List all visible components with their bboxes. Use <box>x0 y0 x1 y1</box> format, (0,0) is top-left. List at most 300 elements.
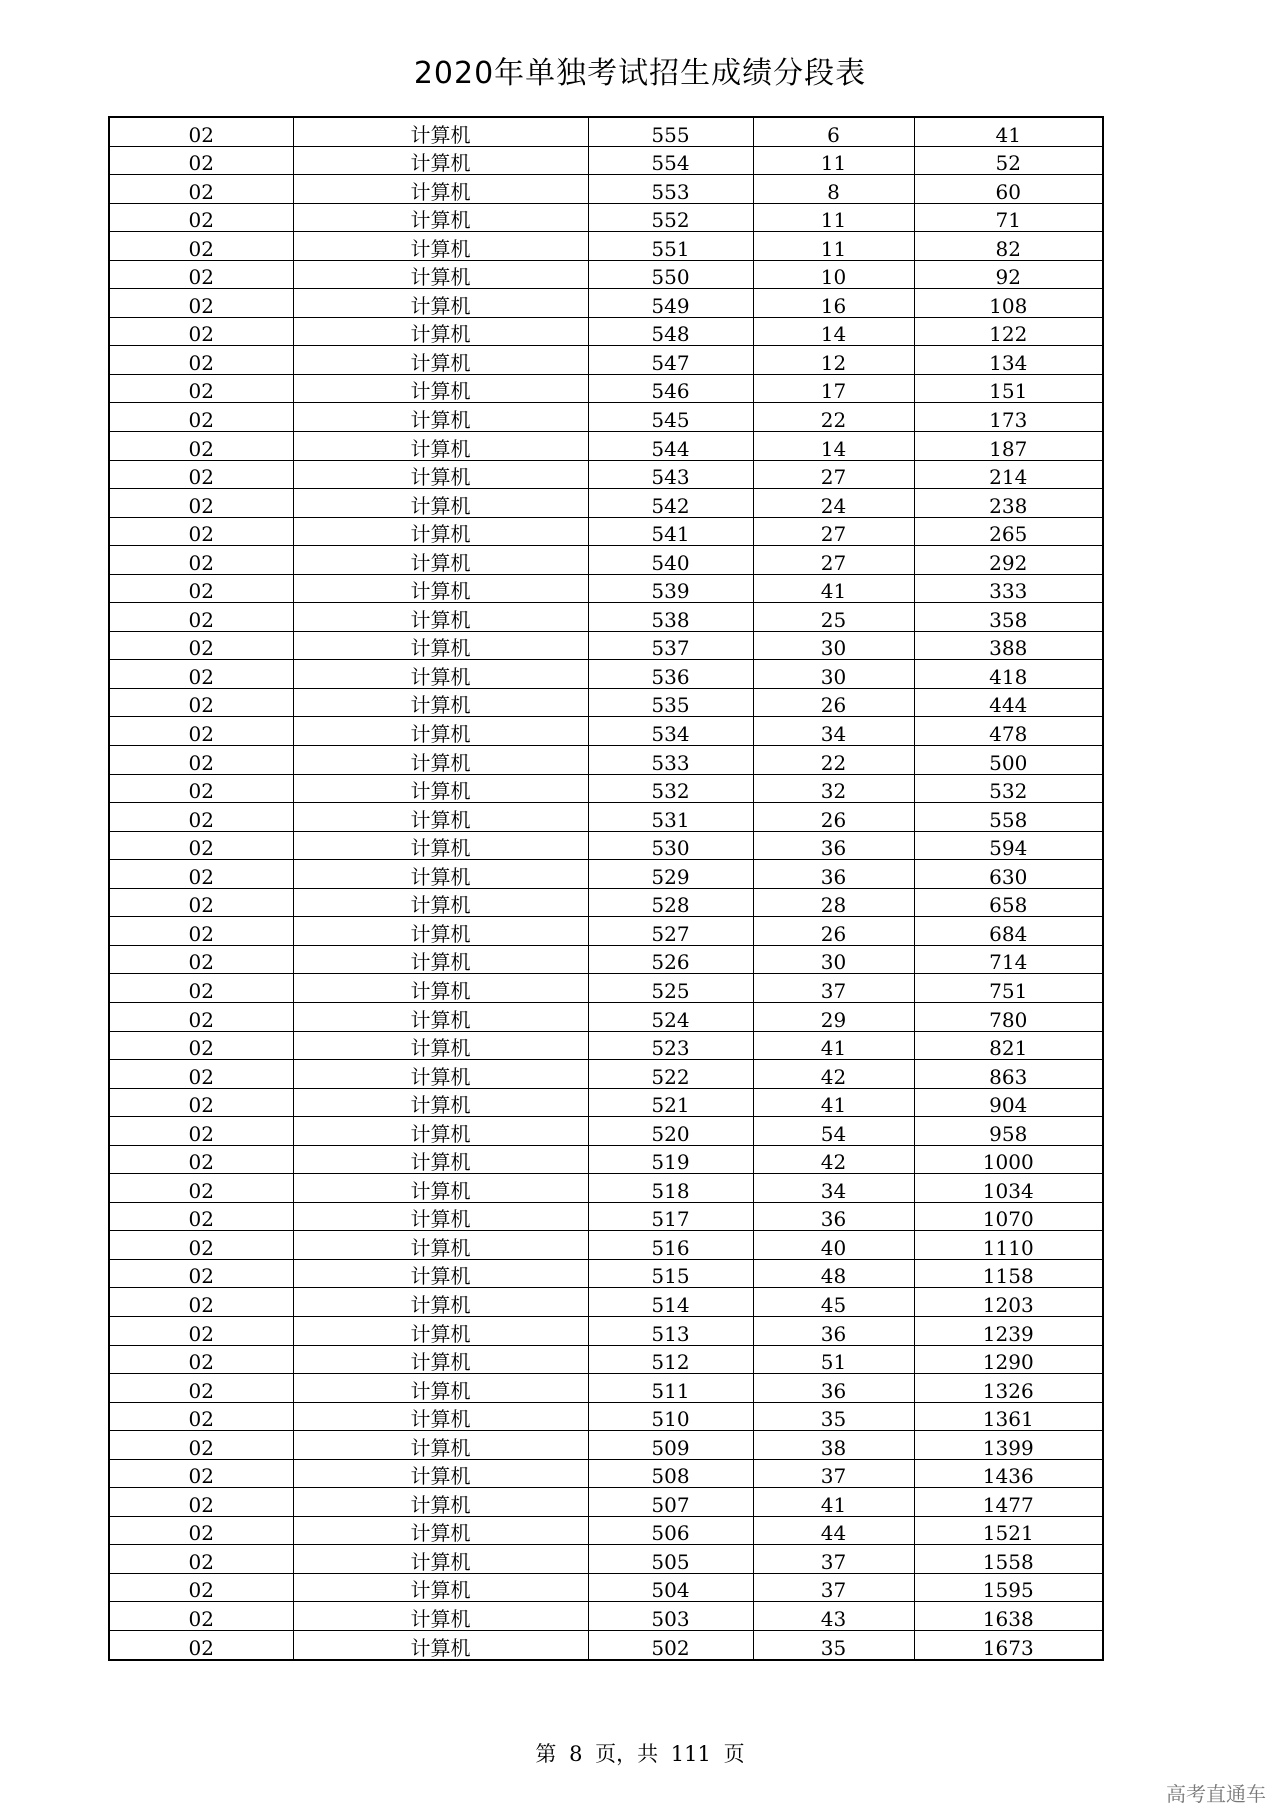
count-cell: 36 <box>753 860 914 889</box>
score-cell: 516 <box>588 1231 753 1260</box>
table-row <box>109 175 1103 204</box>
category-code-cell: 02 <box>109 1031 293 1060</box>
cumulative-count-cell: 1521 <box>914 1516 1103 1545</box>
subject-cell: 计算机 <box>293 860 588 889</box>
category-code-cell: 02 <box>109 260 293 289</box>
score-cell: 522 <box>588 1060 753 1089</box>
count-cell: 11 <box>753 203 914 232</box>
table-row <box>109 831 1103 860</box>
score-cell: 524 <box>588 1002 753 1031</box>
table-row <box>109 717 1103 746</box>
count-cell: 16 <box>753 289 914 318</box>
score-cell: 510 <box>588 1402 753 1431</box>
category-code-cell: 02 <box>109 1316 293 1345</box>
subject-cell: 计算机 <box>293 1145 588 1174</box>
count-cell: 32 <box>753 774 914 803</box>
subject-cell: 计算机 <box>293 574 588 603</box>
table-row <box>109 517 1103 546</box>
watermark: 高考直通车 <box>1166 1782 1266 1806</box>
subject-cell: 计算机 <box>293 260 588 289</box>
subject-cell: 计算机 <box>293 117 588 146</box>
category-code-cell: 02 <box>109 460 293 489</box>
category-code-cell: 02 <box>109 603 293 632</box>
count-cell: 26 <box>753 688 914 717</box>
cumulative-count-cell: 904 <box>914 1088 1103 1117</box>
subject-cell: 计算机 <box>293 831 588 860</box>
table-row <box>109 746 1103 775</box>
table-row <box>109 774 1103 803</box>
score-cell: 536 <box>588 660 753 689</box>
table-row <box>109 974 1103 1003</box>
score-cell: 551 <box>588 232 753 261</box>
table-row <box>109 1316 1103 1345</box>
subject-cell: 计算机 <box>293 1031 588 1060</box>
table-row <box>109 603 1103 632</box>
subject-cell: 计算机 <box>293 1259 588 1288</box>
count-cell: 41 <box>753 574 914 603</box>
cumulative-count-cell: 1070 <box>914 1202 1103 1231</box>
score-cell: 550 <box>588 260 753 289</box>
category-code-cell: 02 <box>109 1431 293 1460</box>
count-cell: 37 <box>753 974 914 1003</box>
score-cell: 547 <box>588 346 753 375</box>
subject-cell: 计算机 <box>293 1002 588 1031</box>
score-cell: 533 <box>588 746 753 775</box>
subject-cell: 计算机 <box>293 1117 588 1146</box>
cumulative-count-cell: 1158 <box>914 1259 1103 1288</box>
count-cell: 26 <box>753 917 914 946</box>
subject-cell: 计算机 <box>293 1231 588 1260</box>
score-cell: 541 <box>588 517 753 546</box>
score-cell: 505 <box>588 1545 753 1574</box>
cumulative-count-cell: 108 <box>914 289 1103 318</box>
count-cell: 34 <box>753 1174 914 1203</box>
subject-cell: 计算机 <box>293 1345 588 1374</box>
category-code-cell: 02 <box>109 1202 293 1231</box>
cumulative-count-cell: 821 <box>914 1031 1103 1060</box>
category-code-cell: 02 <box>109 1602 293 1631</box>
score-table <box>108 116 1104 1661</box>
count-cell: 41 <box>753 1031 914 1060</box>
subject-cell: 计算机 <box>293 660 588 689</box>
table-row <box>109 432 1103 461</box>
table-row <box>109 1117 1103 1146</box>
cumulative-count-cell: 751 <box>914 974 1103 1003</box>
subject-cell: 计算机 <box>293 346 588 375</box>
category-code-cell: 02 <box>109 1630 293 1659</box>
table-row <box>109 1031 1103 1060</box>
cumulative-count-cell: 780 <box>914 1002 1103 1031</box>
count-cell: 36 <box>753 1374 914 1403</box>
score-cell: 542 <box>588 489 753 518</box>
category-code-cell: 02 <box>109 660 293 689</box>
cumulative-count-cell: 238 <box>914 489 1103 518</box>
category-code-cell: 02 <box>109 489 293 518</box>
category-code-cell: 02 <box>109 631 293 660</box>
score-cell: 546 <box>588 374 753 403</box>
table-row <box>109 860 1103 889</box>
score-cell: 520 <box>588 1117 753 1146</box>
count-cell: 11 <box>753 146 914 175</box>
subject-cell: 计算机 <box>293 374 588 403</box>
score-cell: 530 <box>588 831 753 860</box>
count-cell: 10 <box>753 260 914 289</box>
subject-cell: 计算机 <box>293 203 588 232</box>
category-code-cell: 02 <box>109 717 293 746</box>
score-cell: 507 <box>588 1488 753 1517</box>
page-footer: 第 8 页，共 111 页 <box>535 1742 745 1766</box>
cumulative-count-cell: 214 <box>914 460 1103 489</box>
category-code-cell: 02 <box>109 803 293 832</box>
cumulative-count-cell: 500 <box>914 746 1103 775</box>
subject-cell: 计算机 <box>293 1488 588 1517</box>
count-cell: 27 <box>753 517 914 546</box>
score-cell: 554 <box>588 146 753 175</box>
category-code-cell: 02 <box>109 917 293 946</box>
table-row <box>109 203 1103 232</box>
category-code-cell: 02 <box>109 1088 293 1117</box>
cumulative-count-cell: 1239 <box>914 1316 1103 1345</box>
cumulative-count-cell: 265 <box>914 517 1103 546</box>
table-row <box>109 803 1103 832</box>
category-code-cell: 02 <box>109 1516 293 1545</box>
category-code-cell: 02 <box>109 403 293 432</box>
table-row <box>109 117 1103 146</box>
cumulative-count-cell: 173 <box>914 403 1103 432</box>
cumulative-count-cell: 532 <box>914 774 1103 803</box>
category-code-cell: 02 <box>109 888 293 917</box>
subject-cell: 计算机 <box>293 688 588 717</box>
count-cell: 12 <box>753 346 914 375</box>
table-row <box>109 346 1103 375</box>
table-row <box>109 1402 1103 1431</box>
cumulative-count-cell: 1361 <box>914 1402 1103 1431</box>
score-cell: 538 <box>588 603 753 632</box>
table-row <box>109 146 1103 175</box>
cumulative-count-cell: 1477 <box>914 1488 1103 1517</box>
subject-cell: 计算机 <box>293 403 588 432</box>
table-row <box>109 574 1103 603</box>
table-row <box>109 403 1103 432</box>
subject-cell: 计算机 <box>293 1602 588 1631</box>
count-cell: 30 <box>753 660 914 689</box>
score-cell: 545 <box>588 403 753 432</box>
count-cell: 42 <box>753 1060 914 1089</box>
cumulative-count-cell: 1595 <box>914 1573 1103 1602</box>
category-code-cell: 02 <box>109 860 293 889</box>
subject-cell: 计算机 <box>293 1088 588 1117</box>
score-cell: 552 <box>588 203 753 232</box>
category-code-cell: 02 <box>109 546 293 575</box>
count-cell: 30 <box>753 945 914 974</box>
score-cell: 512 <box>588 1345 753 1374</box>
cumulative-count-cell: 630 <box>914 860 1103 889</box>
category-code-cell: 02 <box>109 831 293 860</box>
cumulative-count-cell: 187 <box>914 432 1103 461</box>
count-cell: 22 <box>753 403 914 432</box>
count-cell: 35 <box>753 1630 914 1659</box>
count-cell: 8 <box>753 175 914 204</box>
count-cell: 34 <box>753 717 914 746</box>
subject-cell: 计算机 <box>293 1630 588 1659</box>
score-cell: 514 <box>588 1288 753 1317</box>
score-cell: 529 <box>588 860 753 889</box>
count-cell: 51 <box>753 1345 914 1374</box>
score-cell: 540 <box>588 546 753 575</box>
category-code-cell: 02 <box>109 1374 293 1403</box>
cumulative-count-cell: 41 <box>914 117 1103 146</box>
score-cell: 508 <box>588 1459 753 1488</box>
count-cell: 11 <box>753 232 914 261</box>
table-row <box>109 460 1103 489</box>
category-code-cell: 02 <box>109 1288 293 1317</box>
cumulative-count-cell: 478 <box>914 717 1103 746</box>
table-row <box>109 1431 1103 1460</box>
cumulative-count-cell: 684 <box>914 917 1103 946</box>
score-cell: 525 <box>588 974 753 1003</box>
table-row <box>109 1060 1103 1089</box>
score-cell: 539 <box>588 574 753 603</box>
table-row <box>109 1459 1103 1488</box>
cumulative-count-cell: 418 <box>914 660 1103 689</box>
category-code-cell: 02 <box>109 1174 293 1203</box>
cumulative-count-cell: 1558 <box>914 1545 1103 1574</box>
score-cell: 504 <box>588 1573 753 1602</box>
cumulative-count-cell: 71 <box>914 203 1103 232</box>
score-cell: 519 <box>588 1145 753 1174</box>
count-cell: 26 <box>753 803 914 832</box>
cumulative-count-cell: 388 <box>914 631 1103 660</box>
table-row <box>109 1288 1103 1317</box>
category-code-cell: 02 <box>109 1345 293 1374</box>
subject-cell: 计算机 <box>293 1431 588 1460</box>
subject-cell: 计算机 <box>293 945 588 974</box>
category-code-cell: 02 <box>109 774 293 803</box>
count-cell: 37 <box>753 1459 914 1488</box>
subject-cell: 计算机 <box>293 1459 588 1488</box>
subject-cell: 计算机 <box>293 1402 588 1431</box>
category-code-cell: 02 <box>109 1145 293 1174</box>
cumulative-count-cell: 52 <box>914 146 1103 175</box>
cumulative-count-cell: 358 <box>914 603 1103 632</box>
count-cell: 41 <box>753 1088 914 1117</box>
cumulative-count-cell: 151 <box>914 374 1103 403</box>
subject-cell: 计算机 <box>293 974 588 1003</box>
cumulative-count-cell: 333 <box>914 574 1103 603</box>
count-cell: 27 <box>753 460 914 489</box>
table-row <box>109 1259 1103 1288</box>
category-code-cell: 02 <box>109 1545 293 1574</box>
cumulative-count-cell: 1290 <box>914 1345 1103 1374</box>
count-cell: 44 <box>753 1516 914 1545</box>
score-cell: 527 <box>588 917 753 946</box>
count-cell: 29 <box>753 1002 914 1031</box>
count-cell: 25 <box>753 603 914 632</box>
category-code-cell: 02 <box>109 1117 293 1146</box>
score-cell: 549 <box>588 289 753 318</box>
score-cell: 503 <box>588 1602 753 1631</box>
subject-cell: 计算机 <box>293 803 588 832</box>
table-row <box>109 546 1103 575</box>
score-cell: 537 <box>588 631 753 660</box>
table-row <box>109 1231 1103 1260</box>
count-cell: 27 <box>753 546 914 575</box>
count-cell: 35 <box>753 1402 914 1431</box>
category-code-cell: 02 <box>109 1573 293 1602</box>
category-code-cell: 02 <box>109 1060 293 1089</box>
score-cell: 543 <box>588 460 753 489</box>
table-row <box>109 1516 1103 1545</box>
cumulative-count-cell: 444 <box>914 688 1103 717</box>
score-cell: 553 <box>588 175 753 204</box>
subject-cell: 计算机 <box>293 1060 588 1089</box>
score-cell: 532 <box>588 774 753 803</box>
score-cell: 511 <box>588 1374 753 1403</box>
count-cell: 22 <box>753 746 914 775</box>
category-code-cell: 02 <box>109 574 293 603</box>
count-cell: 43 <box>753 1602 914 1631</box>
table-row <box>109 1002 1103 1031</box>
category-code-cell: 02 <box>109 688 293 717</box>
count-cell: 45 <box>753 1288 914 1317</box>
table-row <box>109 1573 1103 1602</box>
table-row <box>109 1174 1103 1203</box>
cumulative-count-cell: 292 <box>914 546 1103 575</box>
table-row <box>109 1374 1103 1403</box>
subject-cell: 计算机 <box>293 1174 588 1203</box>
count-cell: 30 <box>753 631 914 660</box>
category-code-cell: 02 <box>109 203 293 232</box>
count-cell: 37 <box>753 1545 914 1574</box>
cumulative-count-cell: 1399 <box>914 1431 1103 1460</box>
count-cell: 37 <box>753 1573 914 1602</box>
subject-cell: 计算机 <box>293 1374 588 1403</box>
subject-cell: 计算机 <box>293 1202 588 1231</box>
table-row <box>109 374 1103 403</box>
table-row <box>109 1088 1103 1117</box>
cumulative-count-cell: 558 <box>914 803 1103 832</box>
count-cell: 17 <box>753 374 914 403</box>
table-row <box>109 260 1103 289</box>
subject-cell: 计算机 <box>293 717 588 746</box>
score-cell: 521 <box>588 1088 753 1117</box>
cumulative-count-cell: 82 <box>914 232 1103 261</box>
subject-cell: 计算机 <box>293 460 588 489</box>
score-cell: 515 <box>588 1259 753 1288</box>
table-row <box>109 888 1103 917</box>
subject-cell: 计算机 <box>293 1545 588 1574</box>
subject-cell: 计算机 <box>293 774 588 803</box>
category-code-cell: 02 <box>109 974 293 1003</box>
score-cell: 528 <box>588 888 753 917</box>
category-code-cell: 02 <box>109 374 293 403</box>
score-cell: 544 <box>588 432 753 461</box>
cumulative-count-cell: 1034 <box>914 1174 1103 1203</box>
table-row <box>109 232 1103 261</box>
subject-cell: 计算机 <box>293 289 588 318</box>
score-cell: 518 <box>588 1174 753 1203</box>
table-row <box>109 631 1103 660</box>
page-title: 2020年单独考试招生成绩分段表 <box>413 56 867 91</box>
table-row <box>109 489 1103 518</box>
score-cell: 513 <box>588 1316 753 1345</box>
table-body <box>109 117 1103 1660</box>
subject-cell: 计算机 <box>293 517 588 546</box>
count-cell: 40 <box>753 1231 914 1260</box>
table-row <box>109 660 1103 689</box>
score-cell: 535 <box>588 688 753 717</box>
category-code-cell: 02 <box>109 945 293 974</box>
category-code-cell: 02 <box>109 1402 293 1431</box>
cumulative-count-cell: 1638 <box>914 1602 1103 1631</box>
cumulative-count-cell: 1203 <box>914 1288 1103 1317</box>
table-row <box>109 1545 1103 1574</box>
subject-cell: 计算机 <box>293 888 588 917</box>
cumulative-count-cell: 60 <box>914 175 1103 204</box>
category-code-cell: 02 <box>109 746 293 775</box>
count-cell: 38 <box>753 1431 914 1460</box>
subject-cell: 计算机 <box>293 317 588 346</box>
table-row <box>109 1145 1103 1174</box>
table-row <box>109 945 1103 974</box>
score-cell: 531 <box>588 803 753 832</box>
count-cell: 36 <box>753 831 914 860</box>
subject-cell: 计算机 <box>293 1573 588 1602</box>
table-row <box>109 688 1103 717</box>
category-code-cell: 02 <box>109 1459 293 1488</box>
category-code-cell: 02 <box>109 317 293 346</box>
cumulative-count-cell: 958 <box>914 1117 1103 1146</box>
subject-cell: 计算机 <box>293 603 588 632</box>
cumulative-count-cell: 92 <box>914 260 1103 289</box>
table-row <box>109 1202 1103 1231</box>
category-code-cell: 02 <box>109 346 293 375</box>
table-row <box>109 317 1103 346</box>
cumulative-count-cell: 1673 <box>914 1630 1103 1659</box>
category-code-cell: 02 <box>109 1259 293 1288</box>
category-code-cell: 02 <box>109 1231 293 1260</box>
subject-cell: 计算机 <box>293 146 588 175</box>
table-row <box>109 917 1103 946</box>
count-cell: 14 <box>753 432 914 461</box>
cumulative-count-cell: 1326 <box>914 1374 1103 1403</box>
score-cell: 509 <box>588 1431 753 1460</box>
subject-cell: 计算机 <box>293 631 588 660</box>
subject-cell: 计算机 <box>293 1316 588 1345</box>
count-cell: 36 <box>753 1202 914 1231</box>
cumulative-count-cell: 594 <box>914 831 1103 860</box>
table-row <box>109 1630 1103 1659</box>
category-code-cell: 02 <box>109 175 293 204</box>
cumulative-count-cell: 1436 <box>914 1459 1103 1488</box>
table-row <box>109 289 1103 318</box>
count-cell: 42 <box>753 1145 914 1174</box>
count-cell: 54 <box>753 1117 914 1146</box>
subject-cell: 计算机 <box>293 1288 588 1317</box>
table-row <box>109 1602 1103 1631</box>
subject-cell: 计算机 <box>293 175 588 204</box>
subject-cell: 计算机 <box>293 546 588 575</box>
cumulative-count-cell: 658 <box>914 888 1103 917</box>
table-row <box>109 1345 1103 1374</box>
category-code-cell: 02 <box>109 117 293 146</box>
count-cell: 36 <box>753 1316 914 1345</box>
score-cell: 523 <box>588 1031 753 1060</box>
count-cell: 28 <box>753 888 914 917</box>
cumulative-count-cell: 863 <box>914 1060 1103 1089</box>
category-code-cell: 02 <box>109 146 293 175</box>
cumulative-count-cell: 1000 <box>914 1145 1103 1174</box>
